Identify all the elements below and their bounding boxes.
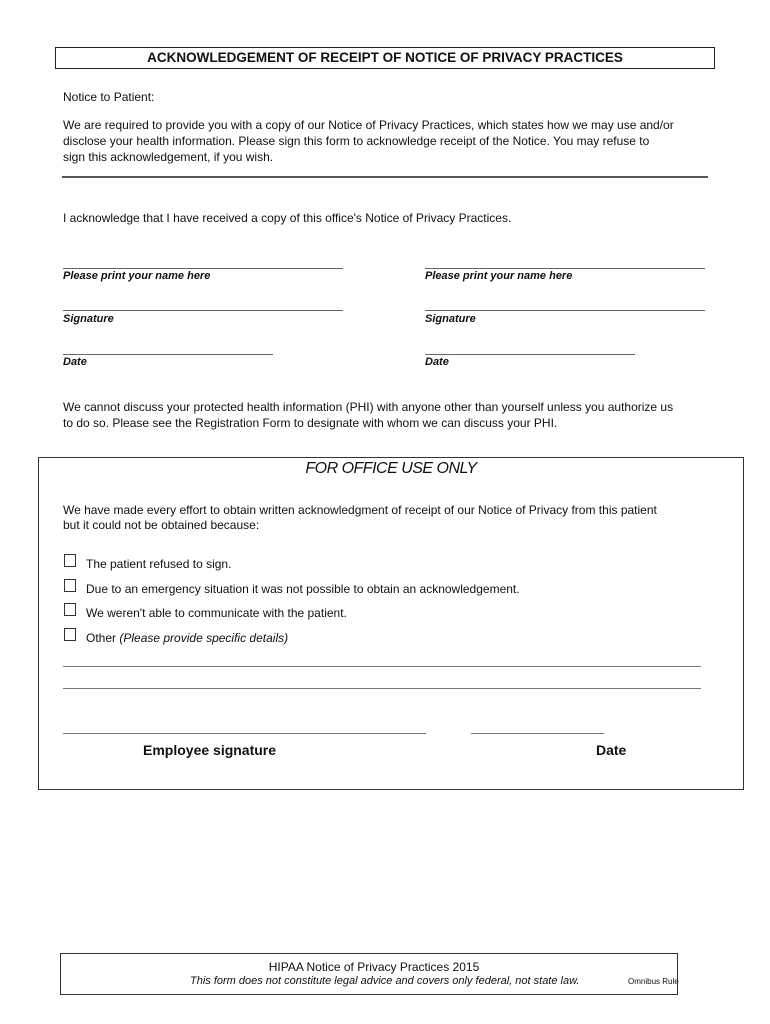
- name-label-right: Please print your name here: [425, 270, 573, 282]
- notice-label: Notice to Patient:: [63, 90, 155, 104]
- reason-emergency-label: Due to an emergency situation it was not possible to obtain an acknowledgement.: [86, 582, 520, 596]
- footer-title: HIPAA Notice of Privacy Practices 2015: [268, 960, 480, 974]
- reason-communication-label: We weren't able to communicate with the patient.: [86, 606, 347, 620]
- footer-disclaimer: This form does not constitute legal advice and covers only federal, not state law.: [190, 975, 580, 987]
- date-label-left: Date: [63, 356, 87, 368]
- acknowledgement-statement: I acknowledge that I have received a copy of this office's Notice of Privacy Practices.: [63, 211, 512, 225]
- office-line-2: but it could not be obtained because:: [63, 518, 260, 532]
- employee-signature-field[interactable]: [63, 733, 426, 734]
- reason-other-text: Other: [86, 631, 120, 645]
- emergency-checkbox[interactable]: [64, 579, 76, 592]
- signature-field-right[interactable]: [425, 310, 705, 311]
- name-field-left[interactable]: [63, 268, 343, 269]
- office-use-title: FOR OFFICE USE ONLY: [305, 460, 477, 477]
- phi-notice-line-1: We cannot discuss your protected health information (PHI) with anyone other than yourself unless you authorize us: [63, 400, 674, 414]
- reason-refused-label: The patient refused to sign.: [86, 557, 232, 571]
- intro-paragraph-line-1: We are required to provide you with a copy of our Notice of Privacy Practices, which states how we may use and/or: [63, 118, 674, 132]
- footer-rule-label: Omnibus Rule: [628, 977, 679, 986]
- other-details-line-2[interactable]: [63, 688, 701, 689]
- other-details-line-1[interactable]: [63, 666, 701, 667]
- date-label-right: Date: [425, 356, 449, 368]
- section-divider: [62, 176, 708, 178]
- other-hint: (Please provide specific details): [119, 631, 289, 645]
- signature-label-left: Signature: [63, 313, 114, 325]
- phi-notice-line-2: to do so. Please see the Registration Form to designate with whom we can discuss your PHI.: [63, 416, 558, 430]
- form-title: ACKNOWLEDGEMENT OF RECEIPT OF NOTICE OF PRIVACY PRACTICES: [55, 47, 715, 69]
- employee-date-field[interactable]: [471, 733, 604, 734]
- employee-date-label: Date: [596, 742, 627, 758]
- refused-checkbox[interactable]: [64, 554, 76, 567]
- name-field-right[interactable]: [425, 268, 705, 269]
- date-field-right[interactable]: [425, 354, 635, 355]
- communication-checkbox[interactable]: [64, 603, 76, 616]
- other-checkbox[interactable]: [64, 628, 76, 641]
- signature-label-right: Signature: [425, 313, 476, 325]
- date-field-left[interactable]: [63, 354, 273, 355]
- reason-other-label: [86, 630, 288, 646]
- name-label-left: Please print your name here: [63, 270, 211, 282]
- office-line-1: We have made every effort to obtain written acknowledgment of receipt of our Notice of Privacy from this patient: [63, 503, 657, 517]
- signature-field-left[interactable]: [63, 310, 343, 311]
- intro-paragraph-line-3: sign this acknowledgement, if you wish.: [63, 150, 274, 164]
- employee-signature-label: Employee signature: [143, 742, 277, 758]
- intro-paragraph-line-2: disclose your health information. Please sign this form to acknowledge receipt of the Notice. You may refuse to: [63, 134, 650, 148]
